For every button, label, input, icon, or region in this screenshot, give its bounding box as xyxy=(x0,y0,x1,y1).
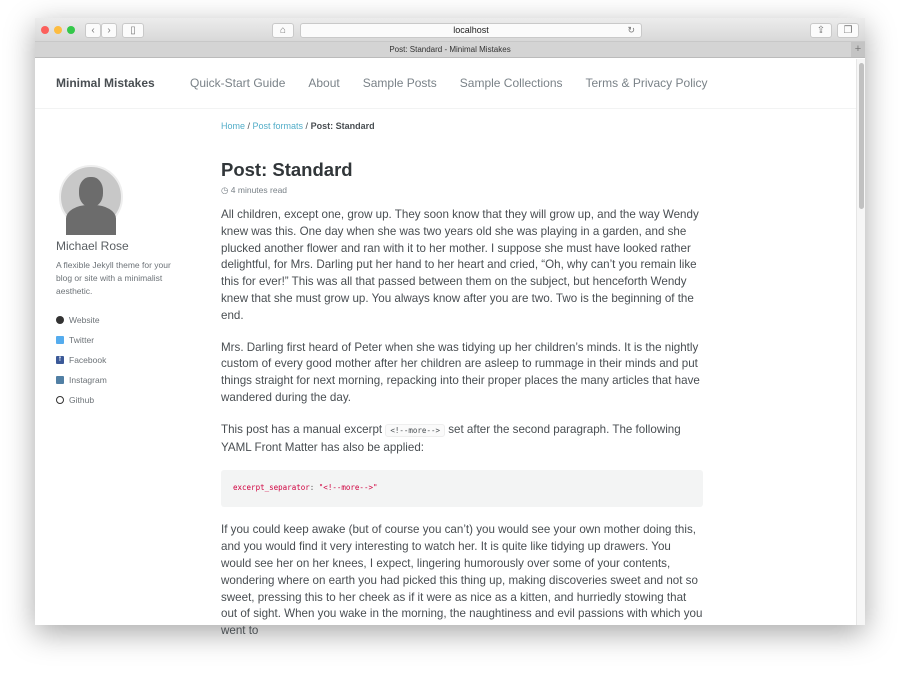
code-block xyxy=(221,470,703,507)
close-button[interactable] xyxy=(41,26,49,34)
address-bar[interactable] xyxy=(300,23,642,38)
home-icon[interactable]: ⌂ xyxy=(272,23,294,38)
breadcrumb xyxy=(221,121,375,131)
globe-icon xyxy=(56,316,64,324)
avatar xyxy=(59,165,123,229)
tab-bar xyxy=(35,42,865,58)
author-name: Michael Rose xyxy=(56,239,129,253)
site-title[interactable]: Minimal Mistakes xyxy=(56,76,155,90)
nav-sample-collections[interactable]: Sample Collections xyxy=(459,76,563,90)
author-bio: A flexible Jekyll theme for your blog or site with a minimalist aesthetic. xyxy=(56,260,171,296)
paragraph: If you could keep awake (but of course you can’t) you would see your own mother doing this, and you would find it very interesting to watch her. It is quite like tidying up drawers. You would see her on her knees, I expect, lingering humorously over some of your contents, wondering where on earth you had picked this thing up, making discoveries sweet and not so sweet, pressing this to her cheek as if it were as nice as a kitten, and hurriedly stowing that out of sight. When you wake in the morning, the naughtiness and evil passions with which you went to xyxy=(221,523,703,638)
text: This post has a manual excerpt xyxy=(221,422,386,436)
link-label: Twitter xyxy=(69,335,95,345)
code-key: excerpt_separator xyxy=(233,483,310,493)
twitter-icon xyxy=(56,336,64,344)
masthead xyxy=(35,59,865,109)
link-facebook[interactable] xyxy=(56,350,186,370)
breadcrumb-post-formats[interactable]: Post formats xyxy=(252,121,304,131)
sep: / xyxy=(245,121,253,131)
instagram-icon xyxy=(56,376,64,384)
nav-about[interactable]: About xyxy=(308,76,340,90)
link-label: Github xyxy=(69,395,95,405)
tab-active[interactable]: Post: Standard - Minimal Mistakes xyxy=(389,45,511,54)
clock-icon: ◷ xyxy=(221,185,229,195)
code-value: "<!--more-->" xyxy=(318,483,378,493)
link-label: Facebook xyxy=(69,355,107,365)
paragraph xyxy=(221,422,703,457)
author-sidebar xyxy=(56,165,186,410)
page xyxy=(35,59,865,638)
back-button[interactable]: ‹ xyxy=(85,23,101,38)
read-time xyxy=(221,185,703,196)
paragraph: All children, except one, grow up. They soon know that they will grow up, and the way Wendy knew was this. One day when she was two years old she was playing in a garden, and she plucked another flower and ran with it to her mother. I suppose she must have looked rather delightful, for Mrs. Darling put her hand to her heart and cried, “Oh, why can’t you remain like this for ever!” This was all that passed between them on the subject, but henceforth Wendy knew that she must grow up. You always know after you are two. Two is the beginning of the end. xyxy=(221,208,699,322)
author-links xyxy=(56,310,186,410)
inline-code: <!--more--> xyxy=(385,424,445,437)
github-icon xyxy=(56,396,64,404)
maximize-button[interactable] xyxy=(67,26,75,34)
breadcrumb-current: Post: Standard xyxy=(310,121,375,131)
text: set after the second paragraph. The following YAML Front Matter has also be applied: xyxy=(221,422,681,454)
code-colon: : xyxy=(309,483,319,493)
forward-button[interactable]: › xyxy=(101,23,117,38)
link-twitter[interactable] xyxy=(56,330,186,350)
link-github[interactable] xyxy=(56,390,186,410)
browser-window xyxy=(35,18,865,638)
scrollbar-thumb[interactable] xyxy=(859,63,864,209)
browser-toolbar xyxy=(35,18,865,42)
scrollbar[interactable] xyxy=(856,59,865,625)
breadcrumb-home[interactable]: Home xyxy=(221,121,246,131)
page-title: Post: Standard xyxy=(221,159,353,180)
nav-quick-start[interactable]: Quick-Start Guide xyxy=(190,76,286,90)
sidebar-toggle-icon[interactable]: ▯ xyxy=(122,23,144,38)
paragraph: Mrs. Darling first heard of Peter when she was tidying up her children’s minds. It is the nightly custom of every good mother after her children are asleep to rummage in their minds and put things straight for next morning, repacking into their proper places the many articles that have wandered during the day. xyxy=(221,340,700,404)
minimize-button[interactable] xyxy=(54,26,62,34)
url-text: localhost xyxy=(453,25,489,35)
main-nav xyxy=(190,76,731,90)
reload-icon[interactable]: ↻ xyxy=(627,25,635,35)
link-website[interactable] xyxy=(56,310,186,330)
link-label: Instagram xyxy=(69,375,107,385)
tabs-icon[interactable]: ❐ xyxy=(837,23,859,38)
new-tab-icon[interactable]: + xyxy=(851,42,865,57)
sep: / xyxy=(303,121,311,131)
link-instagram[interactable] xyxy=(56,370,186,390)
nav-terms[interactable]: Terms & Privacy Policy xyxy=(585,76,708,90)
post-content xyxy=(221,159,703,640)
facebook-icon: f xyxy=(56,356,64,364)
nav-sample-posts[interactable]: Sample Posts xyxy=(362,76,437,90)
read-time-text: 4 minutes read xyxy=(230,185,288,195)
link-label: Website xyxy=(69,315,100,325)
share-icon[interactable]: ⇪ xyxy=(810,23,832,38)
